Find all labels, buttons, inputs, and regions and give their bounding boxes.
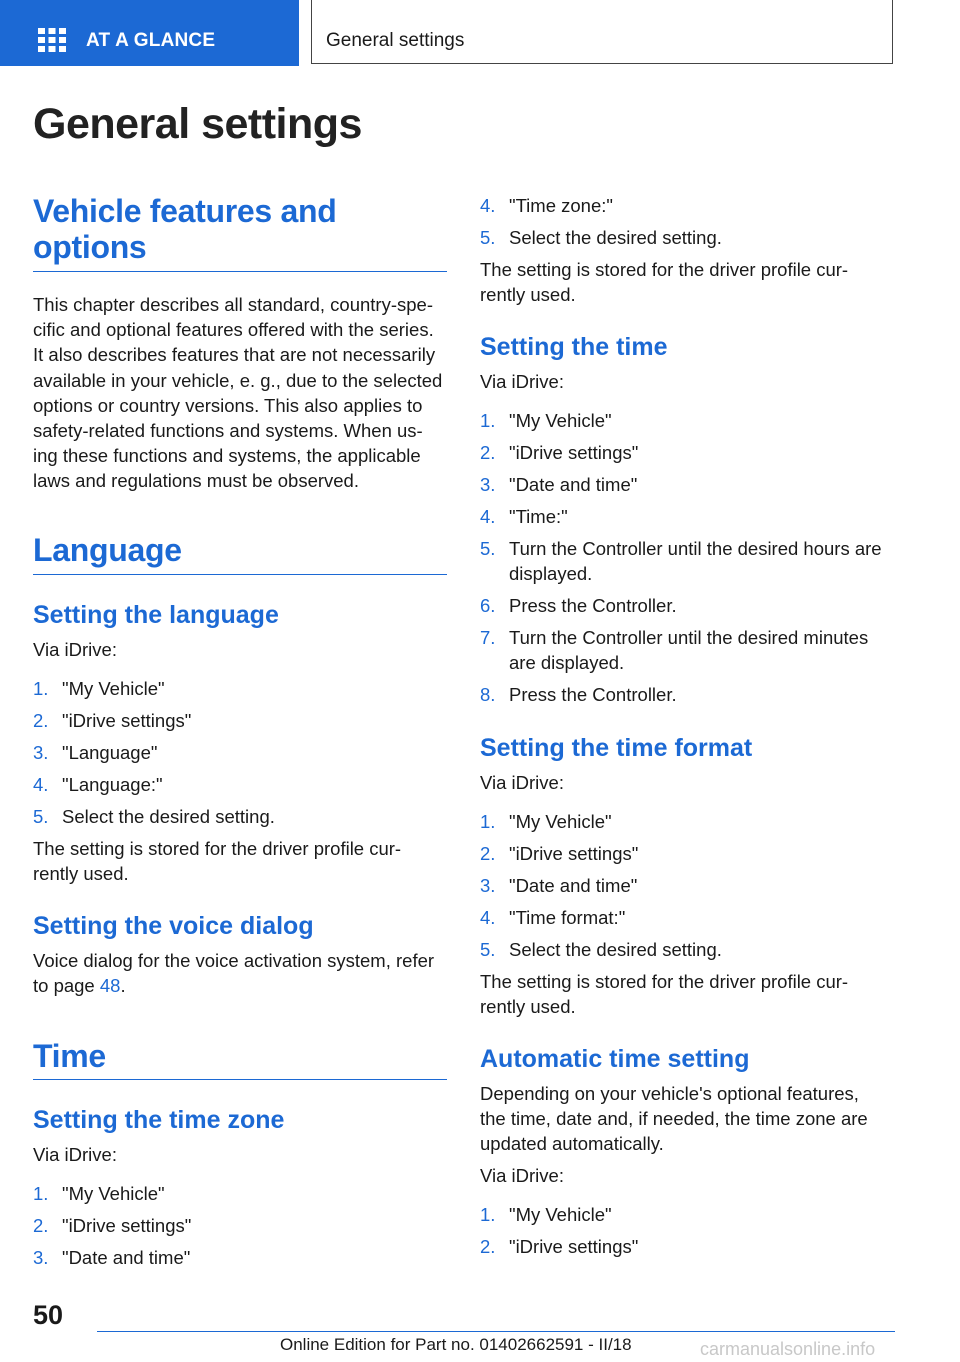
step-text: "My Vehicle": [509, 811, 612, 832]
step-text: "Time format:": [509, 907, 626, 928]
heading-vehicle-features-line2: options: [33, 229, 147, 265]
step-number: 2.: [480, 1236, 496, 1257]
body-line: It also describes features that are not necessarily: [33, 344, 436, 365]
watermark: carmanualsonline.info: [700, 1339, 876, 1359]
page-number: 50: [33, 1300, 64, 1330]
step-text: displayed.: [509, 563, 593, 584]
step-text: "Date and time": [509, 875, 638, 896]
body-line: cific and optional features offered with the series.: [33, 319, 434, 340]
step-number: 3.: [33, 1247, 49, 1268]
section-rule: [33, 574, 447, 575]
tab-general-settings[interactable]: [311, 0, 893, 64]
step-text: Press the Controller.: [509, 684, 677, 705]
grid-icon: [38, 28, 66, 52]
voice-dialog-suffix: .: [120, 975, 126, 996]
step-number: 8.: [480, 684, 496, 705]
step-number: 7.: [480, 627, 496, 648]
body-line: This chapter describes all standard, country-spe-: [33, 294, 433, 315]
step-text: Select the desired setting.: [509, 939, 722, 960]
tab-general-settings-label: General settings: [326, 30, 465, 51]
section-rule: [33, 1079, 447, 1080]
heading-time: Time: [33, 1038, 106, 1074]
step-number: 4.: [33, 774, 49, 795]
via-idrive: Via iDrive:: [480, 1165, 564, 1186]
step-number: 4.: [480, 506, 496, 527]
step-number: 5.: [480, 538, 496, 559]
step-number: 2.: [33, 1215, 49, 1236]
step-number: 1.: [480, 1204, 496, 1225]
body-line: ing these functions and systems, the applicable: [33, 445, 421, 466]
stored-note: The setting is stored for the driver profile cur-: [480, 259, 849, 280]
step-text: "iDrive settings": [509, 843, 639, 864]
step-number: 1.: [33, 1183, 49, 1204]
step-number: 2.: [480, 442, 496, 463]
step-text: "My Vehicle": [62, 1183, 165, 1204]
via-idrive: Via iDrive:: [480, 371, 564, 392]
step-number: 3.: [480, 875, 496, 896]
body-line: safety-related functions and systems. When us-: [33, 420, 423, 441]
heading-time-format: Setting the time format: [480, 734, 753, 762]
step-number: 4.: [480, 907, 496, 928]
footer-rule: [97, 1331, 895, 1332]
step-number: 1.: [480, 410, 496, 431]
step-text: "My Vehicle": [509, 410, 612, 431]
step-text: "Time:": [509, 506, 568, 527]
heading-setting-language: Setting the language: [33, 601, 279, 629]
step-text: "iDrive settings": [509, 1236, 639, 1257]
heading-automatic-time: Automatic time setting: [480, 1045, 750, 1073]
heading-time-zone: Setting the time zone: [33, 1106, 285, 1134]
tab-at-a-glance[interactable]: [0, 0, 299, 66]
heading-voice-dialog: Setting the voice dialog: [33, 912, 314, 940]
step-number: 5.: [480, 227, 496, 248]
body-line: Depending on your vehicle's optional features,: [480, 1083, 859, 1104]
body-line: laws and regulations must be observed.: [33, 470, 359, 491]
section-rule: [33, 271, 447, 272]
heading-vehicle-features-line1: Vehicle features and: [33, 193, 337, 229]
step-text: are displayed.: [509, 652, 625, 673]
stored-note: rently used.: [33, 863, 129, 884]
via-idrive: Via iDrive:: [480, 772, 564, 793]
step-number: 5.: [33, 806, 49, 827]
step-number: 2.: [480, 843, 496, 864]
step-text: "Language:": [62, 774, 163, 795]
heading-language: Language: [33, 532, 182, 568]
tab-at-a-glance-label: AT A GLANCE: [86, 30, 216, 51]
via-idrive: Via iDrive:: [33, 639, 117, 660]
step-text: "My Vehicle": [509, 1204, 612, 1225]
step-number: 5.: [480, 939, 496, 960]
step-number: 3.: [480, 474, 496, 495]
voice-dialog-line: Voice dialog for the voice activation system, refer: [33, 950, 435, 971]
step-text: "iDrive settings": [509, 442, 639, 463]
page-title: General settings: [33, 100, 362, 148]
step-number: 2.: [33, 710, 49, 731]
heading-setting-time: Setting the time: [480, 333, 668, 361]
step-text: Select the desired setting.: [62, 806, 275, 827]
via-idrive: Via iDrive:: [33, 1144, 117, 1165]
stored-note: rently used.: [480, 996, 576, 1017]
header-bar: [0, 0, 960, 66]
body-line: the time, date and, if needed, the time zone are: [480, 1108, 868, 1129]
stored-note: The setting is stored for the driver profile cur-: [480, 971, 849, 992]
step-text: Turn the Controller until the desired hours are: [509, 538, 882, 559]
stored-note: The setting is stored for the driver profile cur-: [33, 838, 402, 859]
body-line: options or country versions. This also applies to: [33, 395, 423, 416]
stored-note: rently used.: [480, 284, 576, 305]
step-number: 1.: [33, 678, 49, 699]
step-text: "My Vehicle": [62, 678, 165, 699]
step-number: 3.: [33, 742, 49, 763]
step-text: "iDrive settings": [62, 1215, 192, 1236]
step-text: Select the desired setting.: [509, 227, 722, 248]
step-number: 6.: [480, 595, 496, 616]
body-line: updated automatically.: [480, 1133, 664, 1154]
step-text: "iDrive settings": [62, 710, 192, 731]
step-text: "Language": [62, 742, 158, 763]
step-text: "Date and time": [509, 474, 638, 495]
step-number: 1.: [480, 811, 496, 832]
step-text: "Time zone:": [509, 195, 613, 216]
step-text: "Date and time": [62, 1247, 191, 1268]
step-number: 4.: [480, 195, 496, 216]
body-line: available in your vehicle, e. g., due to the selected: [33, 370, 443, 391]
step-text: Press the Controller.: [509, 595, 677, 616]
voice-dialog-prefix: to page: [33, 975, 100, 996]
step-text: Turn the Controller until the desired minutes: [509, 627, 869, 648]
voice-dialog-line2: [33, 973, 126, 998]
page-link[interactable]: 48: [99, 975, 121, 996]
edition-note: Online Edition for Part no. 01402662591 - II/18: [280, 1335, 632, 1354]
